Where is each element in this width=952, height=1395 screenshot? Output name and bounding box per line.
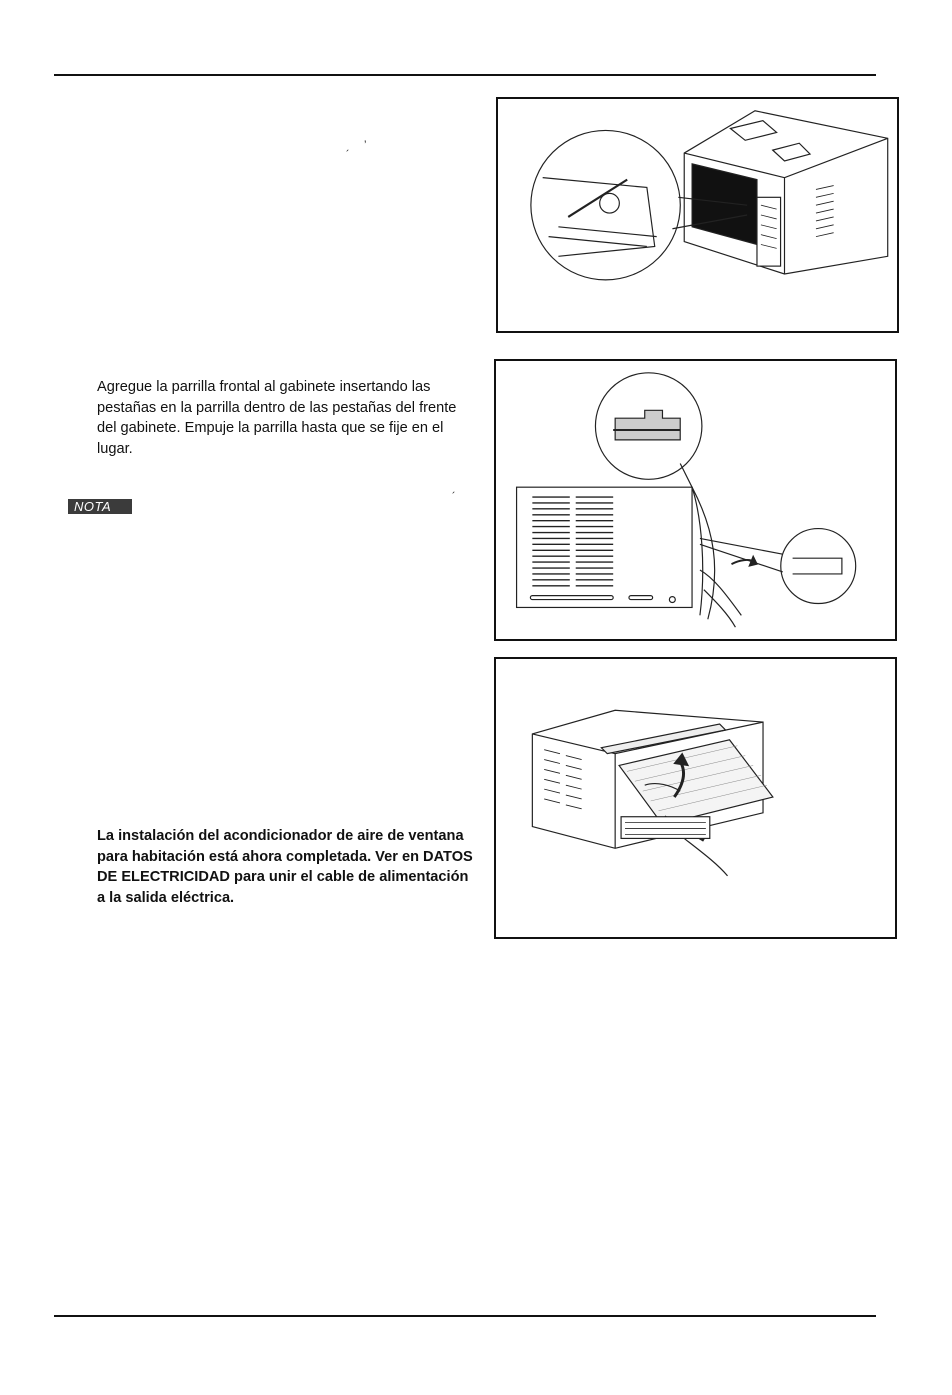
illustration-front-grille	[494, 359, 897, 641]
front-grille-drawing	[496, 361, 895, 639]
installation-complete-text: La instalación del acondicionador de aire de ventana para habitación está ahora completada. Ver en DATOS DE ELECTRICIDAD para unir el cable de alimentación a la salida eléctrica.	[97, 828, 473, 906]
illustration-filter-screw	[494, 657, 897, 939]
stray-accent-mark: ´	[346, 149, 350, 161]
stray-accent-mark: ´	[452, 491, 456, 503]
top-rule	[54, 74, 876, 76]
stray-apostrophe-mark: ’	[364, 139, 367, 151]
grille-instruction-text: Agregue la parrilla frontal al gabinete insertando las pestañas en la parrilla dentro de las pestañas del frente del gabinete. Empuje la parrilla hasta que se fije en el lugar.	[97, 379, 457, 457]
air-conditioner-clip-drawing	[498, 99, 897, 331]
bottom-rule	[54, 1315, 876, 1317]
filter-screw-drawing	[496, 659, 895, 937]
illustration-unit-clip	[496, 97, 899, 333]
note-badge: NOTA	[68, 499, 132, 514]
